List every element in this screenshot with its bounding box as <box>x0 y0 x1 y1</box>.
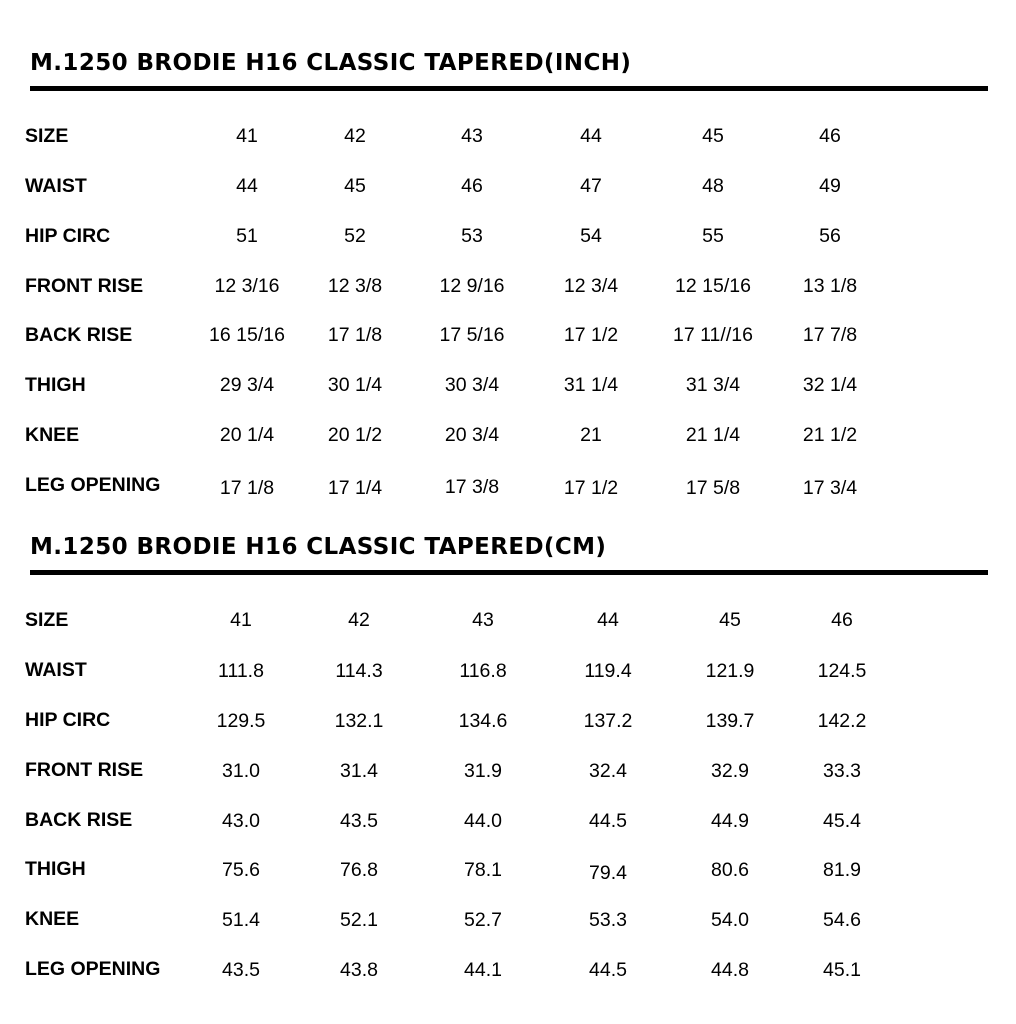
table-cell: 45 <box>702 125 724 147</box>
table-cell: 46 <box>831 609 853 631</box>
table-row <box>0 125 1016 155</box>
table-cell: 52.1 <box>340 909 378 931</box>
row-label-size: SIZE <box>25 609 69 631</box>
row-label-size: SIZE <box>25 125 69 147</box>
row-label-back-rise: BACK RISE <box>25 809 133 831</box>
table-cell: 13 1/8 <box>802 275 858 297</box>
table-row <box>0 324 1016 354</box>
table-cell: 32.4 <box>589 760 627 782</box>
table-cell: 44.8 <box>711 959 749 981</box>
table-cell: 47 <box>580 175 602 197</box>
table-cell: 54.0 <box>711 909 749 931</box>
table-cell: 44.1 <box>464 959 502 981</box>
row-label-thigh: THIGH <box>25 858 86 880</box>
table-cell: 21 1/2 <box>802 424 858 446</box>
table-cell: 17 5/16 <box>439 324 505 346</box>
table-cell: 43 <box>472 609 494 631</box>
table-cell: 43 <box>461 125 483 147</box>
table-cell: 75.6 <box>222 859 260 881</box>
table-cell: 48 <box>702 175 724 197</box>
table-cell: 111.8 <box>218 660 264 682</box>
table-cell: 20 1/4 <box>219 424 275 446</box>
table-cell: 121.9 <box>705 660 755 682</box>
table-cell: 32 1/4 <box>802 374 858 396</box>
table-cell: 20 3/4 <box>444 424 500 446</box>
row-label-waist: WAIST <box>25 659 87 681</box>
table-cell: 45.1 <box>823 959 861 981</box>
table-cell: 46 <box>819 125 841 147</box>
table-cell: 31 1/4 <box>563 374 619 396</box>
table-cell: 137.2 <box>583 710 633 732</box>
table-cell: 134.6 <box>458 710 508 732</box>
table-row <box>0 659 1016 689</box>
table-cell: 31.0 <box>222 760 260 782</box>
table-cell: 31.4 <box>340 760 378 782</box>
row-label-front-rise: FRONT RISE <box>25 759 144 781</box>
table-cell: 44.5 <box>589 959 627 981</box>
table-cell: 80.6 <box>711 859 749 881</box>
table-cell: 30 3/4 <box>444 374 500 396</box>
row-label-back-rise: BACK RISE <box>25 324 133 346</box>
table-cell: 46 <box>461 175 483 197</box>
table-cell: 12 15/16 <box>675 275 751 297</box>
table-cell: 53.3 <box>589 909 627 931</box>
table-cell: 51 <box>236 225 258 247</box>
table-cell: 43.0 <box>222 810 260 832</box>
table-row <box>0 175 1016 205</box>
table-cell: 41 <box>230 609 252 631</box>
table-cell: 54.6 <box>823 909 861 931</box>
table-row <box>0 374 1016 404</box>
table-cell: 142.2 <box>817 710 867 732</box>
table-cell: 44 <box>580 125 602 147</box>
table-cell: 41 <box>236 125 258 147</box>
table-cell: 116.8 <box>459 660 507 682</box>
table-cell: 17 1/8 <box>327 324 383 346</box>
table-row <box>0 908 1016 938</box>
table-cell: 52 <box>344 225 366 247</box>
row-label-thigh: THIGH <box>25 374 86 396</box>
table-cell: 45 <box>344 175 366 197</box>
table-cell: 21 <box>580 424 602 446</box>
table-cell: 17 11//16 <box>673 324 753 346</box>
table-cell: 17 1/4 <box>327 477 383 499</box>
table-cell: 42 <box>348 609 370 631</box>
table-cell: 43.5 <box>222 959 260 981</box>
table-cell: 44.9 <box>711 810 749 832</box>
table-row <box>0 474 1016 504</box>
table-cell: 51.4 <box>222 909 260 931</box>
table-cell: 32.9 <box>711 760 749 782</box>
table-cell: 129.5 <box>216 710 266 732</box>
cm-title-divider <box>30 570 988 575</box>
table-row <box>0 225 1016 255</box>
table-cell: 44.5 <box>589 810 627 832</box>
inch-table-title: M.1250 BRODIE H16 CLASSIC TAPERED(INCH) <box>30 50 632 76</box>
table-cell: 45.4 <box>823 810 861 832</box>
table-cell: 44 <box>236 175 258 197</box>
row-label-knee: KNEE <box>25 908 80 930</box>
table-cell: 52.7 <box>464 909 502 931</box>
table-cell: 45 <box>719 609 741 631</box>
table-cell: 114.3 <box>335 660 383 682</box>
table-row <box>0 275 1016 305</box>
table-cell: 17 3/8 <box>444 476 500 498</box>
table-cell: 53 <box>461 225 483 247</box>
table-cell: 30 1/4 <box>327 374 383 396</box>
table-cell: 44 <box>597 609 619 631</box>
table-cell: 12 3/4 <box>563 275 619 297</box>
table-row <box>0 609 1016 639</box>
table-cell: 44.0 <box>464 810 502 832</box>
table-cell: 17 1/2 <box>563 324 619 346</box>
table-cell: 56 <box>819 225 841 247</box>
row-label-hip-circ: HIP CIRC <box>25 709 111 731</box>
table-row <box>0 958 1016 988</box>
table-cell: 76.8 <box>340 859 378 881</box>
table-cell: 17 3/4 <box>802 477 858 499</box>
table-cell: 21 1/4 <box>685 424 741 446</box>
table-cell: 124.5 <box>817 660 867 682</box>
table-row <box>0 709 1016 739</box>
table-cell: 42 <box>344 125 366 147</box>
cm-table-title: M.1250 BRODIE H16 CLASSIC TAPERED(CM) <box>30 534 607 560</box>
table-cell: 43.5 <box>340 810 378 832</box>
row-label-waist: WAIST <box>25 175 87 197</box>
table-cell: 31 3/4 <box>685 374 741 396</box>
table-cell: 17 7/8 <box>802 324 858 346</box>
table-cell: 49 <box>819 175 841 197</box>
table-cell: 12 3/16 <box>214 275 280 297</box>
table-cell: 78.1 <box>464 859 502 881</box>
table-cell: 12 3/8 <box>327 275 383 297</box>
table-cell: 119.4 <box>584 660 632 682</box>
table-row <box>0 858 1016 888</box>
table-cell: 16 15/16 <box>209 324 285 346</box>
table-cell: 139.7 <box>705 710 755 732</box>
row-label-knee: KNEE <box>25 424 80 446</box>
table-cell: 17 1/8 <box>219 477 275 499</box>
table-cell: 81.9 <box>823 859 861 881</box>
table-row <box>0 759 1016 789</box>
table-cell: 12 9/16 <box>439 275 505 297</box>
table-cell: 20 1/2 <box>327 424 383 446</box>
table-cell: 29 3/4 <box>219 374 275 396</box>
row-label-front-rise: FRONT RISE <box>25 275 144 297</box>
row-label-leg-opening: LEG OPENING <box>25 474 161 496</box>
table-cell: 33.3 <box>823 760 861 782</box>
table-cell: 17 1/2 <box>563 477 619 499</box>
table-cell: 79.4 <box>589 862 627 884</box>
table-cell: 31.9 <box>464 760 502 782</box>
row-label-hip-circ: HIP CIRC <box>25 225 111 247</box>
inch-title-divider <box>30 86 988 91</box>
table-cell: 132.1 <box>334 710 384 732</box>
table-cell: 54 <box>580 225 602 247</box>
table-row <box>0 809 1016 839</box>
table-row <box>0 424 1016 454</box>
table-cell: 17 5/8 <box>685 477 741 499</box>
row-label-leg-opening: LEG OPENING <box>25 958 161 980</box>
table-cell: 55 <box>702 225 724 247</box>
table-cell: 43.8 <box>340 959 378 981</box>
